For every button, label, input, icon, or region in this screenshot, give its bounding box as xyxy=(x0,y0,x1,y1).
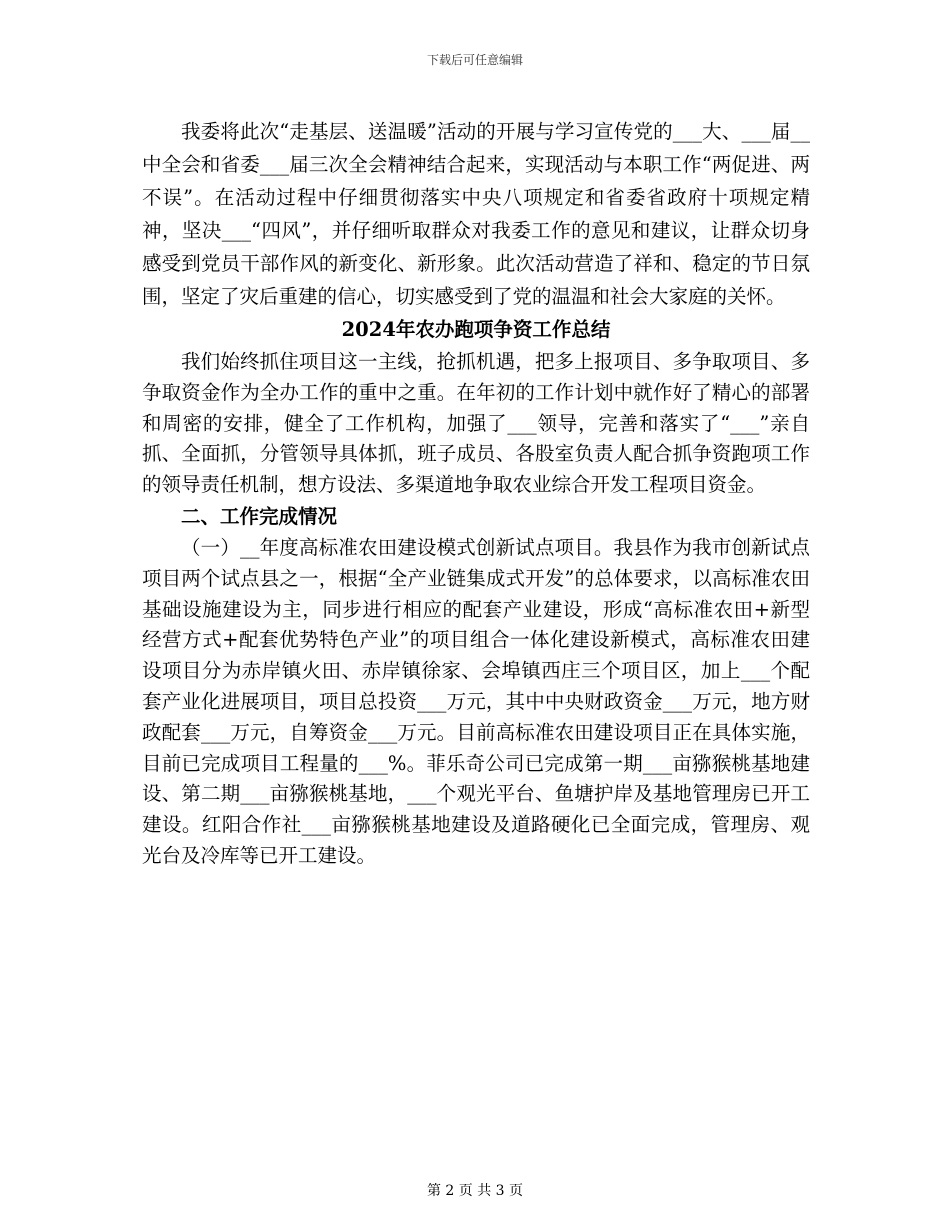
document-body xyxy=(142,115,810,872)
paragraph-farmland-project: （一）__年度高标准农田建设模式创新试点项目。我县作为我市创新试点项目两个试点县之一，根据“全产业链集成式开发”的总体要求，以高标准农田基础设施建设为主，同步进行相应的配套产业建设，形成“高标准农田+新型经营方式+配套优势特色产业”的项目组合一体化建设新模式，高标准农田建设项目分为赤岸镇火田、赤岸镇徐家、会埠镇西庄三个项目区，加上___个配套产业化进展项目，项目总投资___万元，其中中央财政资金___万元，地方财政配套___万元，自筹资金___万元。目前高标准农田建设项目正在具体实施，目前已完成项目工程量的___%。菲乐奇公司已完成第一期___亩猕猴桃基地建设、第二期___亩猕猴桃基地，___个观光平台、鱼塘护岸及基地管理房已开工建设。红阳合作社___亩猕猴桃基地建设及道路硬化已全面完成，管理房、观光台及冷库等已开工建设。 xyxy=(142,535,810,867)
page-footer: 第 2 页 共 3 页 xyxy=(426,1183,524,1199)
page-header: 下载后可任意编辑 xyxy=(426,53,523,67)
section-heading-completion: 二、工作完成情况 xyxy=(181,504,338,528)
paragraph-project-focus: 我们始终抓住项目这一主线，抢抓机遇，把多上报项目、多争取项目、多争取资金作为全办工作的重中之重。在年初的工作计划中就作好了精心的部署和周密的安排，健全了工作机构，加强了___领导，完善和落实了“___”亲自抓、全面抓，分管领导具体抓，班子成员、各股室负责人配合抓争资跑项工作的领导责任机制，想方设法、多渠道地争取农业综合开发工程项目资金。 xyxy=(142,350,810,497)
paragraph-activity-summary: 我委将此次“走基层、送温暖”活动的开展与学习宣传党的___大、___届__中全会和省委___届三次全会精神结合起来，实现活动与本职工作“两促进、两不误”。在活动过程中仔细贯彻落实中央八项规定和省委省政府十项规定精神，坚决___“四风”，并仔细听取群众对我委工作的意见和建议，让群众切身感受到党员干部作风的新变化、新形象。此次活动营造了祥和、稳定的节日氛围，坚定了灾后重建的信心，切实感受到了党的温温和社会大家庭的关怀。 xyxy=(142,120,810,308)
document-title: 2024年农办跑项争资工作总结 xyxy=(341,318,611,341)
